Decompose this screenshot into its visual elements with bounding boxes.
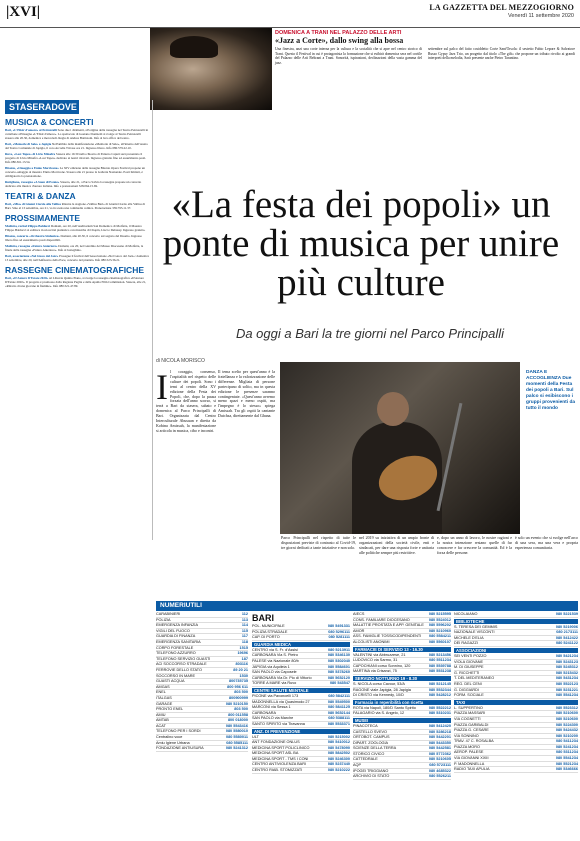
number-value: 080 5431234 [555, 676, 578, 681]
number-row [252, 681, 350, 687]
photo-caption: DANZA E ACCOGLIENZA Due momenti della Festa dei popoli a Bari. Sul palco si esibiscono i gruppi provenienti da tutto il mondo [526, 370, 576, 411]
number-value: 080 5531238 [428, 669, 451, 674]
listing-text: Prosegue il festival dell'Associazione «Nel Gioco del Jazz»: domenica 13 settembre, alle 20, nell'Anfiteatro della Pace, concerto del pianista. Info 080.523.36.21. [5, 254, 149, 262]
number-label: GUASTI ACQUA [156, 679, 185, 684]
number-label: TRAV. 47 C. ROSALBA [454, 739, 494, 744]
number-label: PIAZZA G. CESARE [454, 728, 489, 733]
number-value: 080 5442581 [428, 746, 451, 751]
number-value: 080 5524012 [428, 617, 451, 622]
number-label: AMGAS [156, 684, 170, 689]
number-value: 080 5541234 [555, 693, 578, 698]
number-value: 800 956 611 [227, 684, 248, 689]
number-label: SAN PAOLO via Marche [252, 716, 294, 721]
musician-portrait-photo [150, 28, 272, 110]
number-label: FERROVIE DELLO STATO [156, 667, 202, 672]
number-label: Amiu Igiene Urbana [156, 740, 190, 745]
number-value: 800900999 [228, 695, 248, 700]
number-label: P. MADONNELLA [454, 761, 485, 766]
number-value: 080 5560107 [428, 639, 451, 644]
number-row [353, 640, 451, 646]
number-label: ASS. FAMIGLIE TOSSICODIPENDENTI [353, 634, 422, 639]
number-value: 118 [241, 639, 248, 644]
number-label: CORPO FORESTALE [156, 645, 194, 650]
listing-item [5, 244, 150, 252]
listing-item [5, 224, 150, 232]
number-label: CARBONARA Via Dr. Pio di Vittorio [252, 675, 312, 680]
number-value: 080 5521234 [555, 761, 578, 766]
section-title-cinema: RASSEGNE CINEMATOGRAFICHE [5, 265, 145, 275]
number-value: 080 5215002 [327, 734, 350, 739]
number-label: MALATTIE PROSTATA E APP. GENITALE [353, 623, 424, 628]
number-label: IPOGEI TRIGGIANO [353, 768, 389, 773]
number-label: MARTINA via Crisanzi, 75 [353, 669, 397, 674]
article-column-4 [359, 536, 434, 596]
number-value: 89 20 21 [233, 667, 248, 672]
article-text: Parco Principalli nel rispetto di tutte le disposizioni previste di contrasto al Covid-19, tre giorni dedicati a tante iniziative e non solo. [281, 536, 356, 550]
number-label: CARBONARA [252, 710, 277, 715]
number-row [353, 774, 451, 780]
number-value: 080 5491331 [327, 624, 350, 628]
number-value: 080 5596202 [428, 623, 451, 628]
article-column-2 [218, 370, 275, 592]
number-value: 080 5585111 [226, 740, 248, 745]
number-label: PALESE via Nazionale 80/b [252, 658, 299, 663]
byline: di NICOLA MORISCO [156, 358, 205, 364]
number-label: POLIZIA [156, 617, 171, 622]
number-value: 080 4685322 [428, 768, 451, 773]
number-row [454, 693, 578, 699]
listing-item [5, 180, 150, 188]
number-value: 803 500 [234, 707, 248, 712]
number-label: MEDICINA SPORT POLICLINICO [252, 745, 310, 750]
page-header [0, 0, 580, 28]
number-label: PICONE via Pavoncelli 173 [252, 693, 299, 698]
top-article-kicker: DOMENICA A TRANI NEL PALAZZO DELLE ARTI [275, 30, 402, 36]
number-value: 080 5580011 [226, 735, 248, 740]
number-value: 080 5522123 [555, 681, 578, 686]
number-label: VALENTINI via Abbruzzese, 21 [353, 652, 406, 657]
number-label: TELEFONO SERVIZIO GUASTI [156, 656, 211, 661]
number-value: 080 5302040 [327, 658, 350, 663]
number-label: CENTRO RIAB. STOMIZZATI [252, 768, 303, 773]
number-value: 080 5241234 [555, 744, 578, 749]
number-value: 080 5296111 [328, 629, 350, 634]
number-value: 080 5221539 [555, 612, 578, 616]
number-value: 080 5241312 [225, 746, 248, 751]
number-row [252, 635, 350, 641]
number-value: 080 5210600 [555, 711, 578, 716]
number-label: MARCONI via Sessa 1 [252, 705, 291, 710]
number-label: G. RICCHETTI [454, 670, 480, 675]
listing-item [5, 142, 150, 150]
sidebar-listings [5, 100, 150, 836]
number-label: DI CRISTO via Kennedy, 10/D [353, 693, 404, 698]
numbers-subheading: GUARDIA MEDICA [252, 642, 350, 647]
number-value: 115 [241, 628, 248, 633]
issue-date: Venerdì 11 settembre 2020 [508, 13, 574, 19]
number-row [156, 746, 248, 752]
number-value: 080 5310231 [428, 711, 451, 716]
listing-text: Domani, ore 20, nel Giardino del Museo Diocesano di Molfetta, la finale della rassegna «Futuro Anteriore». Info al botteghino. [5, 244, 144, 252]
listing-title: Molfetta, recital Filippo Balducci [5, 224, 51, 228]
number-label: RAGONE viale Japigia, 28 Japigia [353, 687, 411, 692]
number-label: FORM. SOCIALE [454, 693, 484, 698]
number-value: 080 5410012 [327, 740, 350, 745]
number-value: 080 5421234 [555, 653, 578, 658]
number-label: S. NICOLA corso Cavour, 53/A [353, 681, 405, 686]
number-label: TELEFONO AZZURRO [156, 651, 196, 656]
listing-item [5, 202, 150, 210]
numbers-subheading: ASSOCIAZIONI [454, 648, 578, 653]
listing-text: Domani, ore 20, nell'Auditorium San Domenico di Molfetta, il Maestro Filippo Balducci si esibisce in un recital pianistico con musiche di Chopin, Liszt e Debussy. Ingresso gratuito. [5, 224, 146, 232]
number-value: 080 5584601 [327, 664, 350, 669]
listing-title: Bitonto, concerto «Orchestra Sinfonica» [5, 234, 60, 238]
listing-item [5, 166, 150, 178]
number-value: 080 5245312 [555, 665, 578, 670]
number-label: S. TERESA DEI GEMMIS [454, 624, 498, 629]
number-label: CARABINIERI [156, 612, 181, 616]
number-label: VIGILI DEL FUOCO [156, 628, 190, 633]
number-label: PIAZZA MORO [454, 744, 480, 749]
number-row [252, 768, 350, 774]
number-value: 080 5219006 [555, 624, 578, 629]
number-value: 080 5580010 [225, 729, 248, 734]
numbers-subheading: Farmacia in reperibilità con ricetta [353, 700, 451, 705]
number-label: DIPART. ZOOLOGIA [353, 740, 389, 745]
number-label: ANT FONDAZIONE ONLUS [252, 740, 300, 745]
number-value: 803116 [235, 662, 248, 667]
number-label: MADONNELLA via Quasimodo 27 [252, 699, 310, 704]
bari-numbers-list [252, 612, 350, 834]
number-label: ULT [252, 734, 259, 739]
number-label: GARAGE [156, 701, 173, 706]
number-label: L. SUPPERTINO [454, 705, 483, 710]
numbers-subheading: ANZ. DI PREVENZIONE [252, 729, 350, 734]
number-label: FALAGARIO via S. Angelo, 12 [353, 711, 405, 716]
number-label: ACI SOCCORSO STRADALE [156, 662, 207, 667]
article-text: nel 2019 su iniziativa di un ampio fronte di organizzazioni della società civile, enti e sindacati, per dare una risposta forte e unitaria alle politiche sempre più restrittive. [359, 536, 434, 555]
useful-numbers-header: NUMERIUTILI [156, 601, 578, 611]
number-value: 080 5543416 [225, 723, 248, 728]
top-article-col1: Una finestra, anzi una corte interna per la cultura e la socialità che si apre nel centro storico di Trani. Questo il Festival in cui è protagonista la formazione che si esibirà domenica sera nel cortile del Palazzo delle Arti Beltrani a Trani. Sonorità, ispirazioni, declinazioni della vasta gamma del jazz. [275, 47, 422, 65]
article-text: è solo un evento che si svolge nell'arco di una sera, ma una vera e propria esperienza comunitaria. [515, 536, 578, 550]
listing-text: Sono due i dirimenti, all'origine della rassegna nel Teatro Petruzzelli in cartellone all'insegna «L'Elisir d'amore». Lo spettacolo di Gaetano Donizetti si svolge al Teatro Petruzzelli stasera alle 20.30, domenica e mercoledì. Regia di Andrea Battistoni. Info al box office del teatro. [5, 128, 149, 140]
number-value: 080 5241122 [556, 641, 578, 646]
number-value: 080 5311234 [556, 750, 578, 755]
number-label: AQP [353, 763, 362, 768]
listing-text: Ritorna la stagione «Vallisa Bari» di Gianni Ciardo alla Vallisa di Bari. Sino al 13 settembre, ore 21, va in scena una commedia comica. Prenotazione 339.795.11.37. [5, 202, 146, 210]
bari-title: BARI [252, 613, 274, 623]
number-value: 080 5224300 [555, 722, 578, 727]
number-label: STORICO CIVICO [353, 751, 385, 756]
number-label: REG. DEL CENI [454, 681, 482, 686]
number-value: 080 5723111 [429, 763, 451, 768]
number-value: 080 5428212 [428, 693, 451, 698]
article-column-1 [156, 370, 216, 592]
number-label: SAN PAOLO via Caposele [252, 670, 297, 675]
number-value: 080 5213456 [428, 652, 451, 657]
listing-text: Al Libreria Quinto Piano, si svolge la rassegna cinematografica «D'Autore D'Estate 2020». Il progetto è promosso dalla Regione Puglia e dalla Apulia Film Commission. Stasera, alle 21, «Ritratto di una giovane in fiamme». Info 080.521.47.89. [5, 276, 147, 288]
number-value: 080 5215432 [555, 670, 578, 675]
number-label: EMERGENZA SANITARIA [156, 639, 201, 644]
number-value: 080 5523312 [555, 705, 578, 710]
listing-item [5, 254, 150, 262]
number-value: 080 5533371 [327, 721, 350, 726]
listing-item [5, 234, 150, 242]
number-value: 080 5842111 [328, 693, 350, 698]
number-label: EMERGENZA INFANZIA [156, 623, 198, 628]
number-label: NICOLAIANO [454, 612, 478, 616]
number-value: 080 5532344 [428, 687, 451, 692]
number-label: JAPIGIA via Aquileia 1 [252, 664, 290, 669]
number-label: CENTRO ANTIVIOLENZA BARI [252, 762, 307, 767]
number-value: 080 5522212 [428, 705, 451, 710]
number-label: DEI RAGAZZI [454, 641, 478, 646]
number-label: CAPOCHIANI corso Sonnino, 120 [353, 663, 411, 668]
article-column-5 [437, 536, 512, 596]
numbers-subheading: SERVIZIO NOTTURNO 19 - 8.30 [353, 676, 451, 681]
number-value: 080 5237440 [327, 762, 350, 767]
number-value: 080 5772362 [428, 751, 451, 756]
listing-text: Stasera alle 19.30 nella chiostro di Palazzo Caputi sarà presentato il progetto di Livio Minafra «Lost Tapes» dedicato ai nastri ritrovati. Ingresso gratuito fino ad esaurimento posti. Info 080.361.13.54. [5, 152, 147, 164]
number-value: 080 5652120 [327, 675, 350, 680]
number-value: 080 5841125 [328, 705, 350, 710]
number-label: ALCOLISTI ANONIMI [353, 639, 390, 644]
number-label: SOCCORSO IN MARE [156, 673, 196, 678]
number-label: NAZIONALE VISCONTI [454, 630, 495, 635]
number-value: 080 5478090 [327, 745, 350, 750]
bari-numbers-list-3 [454, 612, 578, 834]
drop-cap: I [156, 370, 168, 407]
number-row [252, 722, 350, 728]
number-value: 080 5210960 [428, 628, 451, 633]
number-value: 080 5412420 [428, 723, 451, 728]
number-label: ARCHIVIO DI STATO [353, 774, 390, 779]
number-value: 080 5231221 [555, 687, 578, 692]
top-article-col2: settembre sul palco del fatto cosiddetto Corte Sant'Orsola: il sestetto Fabio Lepore & Salvatore Russo Gypsy Jazz Trio, un progetto dal titolo «The gift» che propone un tributo rivolto ai grandi interpreti della melodia, Sarà presente anche Pietro Tarantino. [428, 47, 575, 60]
number-value: 080 5210605 [428, 757, 451, 762]
number-label: M. DI GIUSEPPE [454, 665, 484, 670]
number-row [353, 693, 451, 699]
section-title-music: MUSICA & CONCERTI [5, 117, 94, 127]
newspaper-name: LA GAZZETTA DEL MEZZOGIORNO [429, 3, 574, 12]
number-value: 113 [241, 617, 248, 622]
number-value: 1515 [239, 645, 248, 650]
number-label: CARBONARA Via S. Pietro [252, 653, 298, 658]
number-value: 080 5346130 [327, 653, 350, 658]
numbers-subheading: MUSEI [353, 718, 451, 723]
number-row [454, 641, 578, 647]
listing-title: Bari, «Memorie di Sale» a Japigia [5, 142, 52, 146]
number-value: 080 5388111 [328, 716, 350, 721]
number-value: 803 500 [234, 690, 248, 695]
number-value: 080 5281111 [328, 635, 350, 640]
number-label: VIOLA GIOVANE [454, 659, 484, 664]
listing-text: Nell'ambito della manifestazione «Memorie di Sale», all'interno dell'Arena del Teatro Comunale di Japigia, il coro Arcadia Tricase ore 21. Ingresso libero. Info 080.579.22.10. [5, 142, 148, 150]
number-label: SEI VENTI POZZO [454, 653, 487, 658]
number-label: SCIENZE DELLA TERRA [353, 746, 397, 751]
number-label: TELEFONO PER I SORDI [156, 729, 201, 734]
number-value: 080 5411234 [556, 739, 578, 744]
numbers-subheading: FARMACIE DI SERVIZIO 13 - 16.30 [353, 647, 451, 652]
listing-text: Domani, alle 20.30, il concerto sul sagrato del Duomo. Ingresso libero fino ad esaurimento posti disponibili. [5, 234, 142, 242]
number-value: 080 5210600 [555, 716, 578, 721]
top-article-subhead: «Jazz a Corte», dallo swing alla bossa [275, 36, 404, 45]
listing-item [5, 276, 150, 288]
number-value: 080 5378260 [327, 670, 350, 675]
main-headline: «La festa dei popoli» un ponte di musica per unire più culture [162, 183, 560, 304]
number-value: 080 5210150 [225, 701, 248, 706]
number-value: 080 5443350 [428, 740, 451, 745]
number-row [454, 612, 578, 618]
number-label: ACAT [156, 723, 166, 728]
number-label: VIA COGNETTI [454, 716, 481, 721]
number-value: 080 5213911 [328, 647, 350, 652]
number-row [353, 711, 451, 717]
number-value: 080 5412422 [555, 635, 578, 640]
number-label: G. DIGGIARDI [454, 687, 479, 692]
number-row [353, 669, 451, 675]
article-text: Il tema scelto per quest'anno è la fratellanza e la valorizzazione delle differenze. Migliaia di persone partecipano di solito, ma in questa edizione le presenze saranno contingentate. «Quest'anno avremo meno spazi e meno ospiti, ma l'impegno è lo stesso» spiega Amissah. Tra gli ospiti la cantante Dutchsa, direttamente dal Ghana. [218, 370, 275, 419]
number-label: PIAZZA GARIBALDI [454, 722, 489, 727]
number-value: 080 5511234 [429, 658, 451, 663]
listing-title: Bari, «Mia» di Gianni Ciardo alla Vallisa [5, 202, 61, 206]
number-label: SANTO SPIRITO via Tiravanna [252, 721, 305, 726]
article-text: l coraggio, consenso, l'ospitalità nel rispetto delle culture dei popoli. Sono i temi al centro della XV edizione della Festa dei Popoli, che, dopo la pausa forzata dell'anno scorso, si terrà a Bari da stasera, sabato e domenica al Parco Principalli di Bari. Organizzata dal Centro Interculturale Abusuan e diretta da Kobina Amissah, la manifestazione si articola in musica, cibo e incontri. [156, 370, 216, 433]
number-label: AEROP. PALESE [454, 750, 484, 755]
column-divider [152, 100, 153, 540]
number-label: T. DEL MEDITERANEO [454, 676, 495, 681]
number-value: 114 [241, 623, 248, 628]
number-value: 080 5246300 [327, 756, 350, 761]
number-value: 112 [241, 612, 248, 616]
article-column-6 [515, 536, 578, 596]
numbers-subheading: BIBLIOTECHE [454, 619, 578, 624]
number-value: 080 2173111 [556, 630, 578, 635]
listing-title: Bari, «L'Elisir d'amore» al Petruzzelli [5, 128, 57, 132]
number-value: 117 [241, 634, 248, 639]
listing-title: Molfetta, rassegna «Futuro Anteriore» [5, 244, 58, 248]
number-row [454, 767, 578, 773]
number-value: 080 5549500 [327, 699, 350, 704]
number-value: 080 5210222 [327, 768, 350, 773]
number-value: 080 5346666 [555, 767, 578, 772]
number-label: AMTAB [156, 718, 169, 723]
number-value: 800 018000 [227, 718, 248, 723]
number-label: PINACOTECA [353, 723, 378, 728]
listing-text: La XIV edizione della rassegna Bitonto Opera Festival propone un concerto-omaggio al maestro Ennio Morricone. Stasera alle 21 presso la Galleria Nazionale. Posti limitati, è obbligatoria la prenotazione. [5, 166, 145, 178]
number-value: 080 5215595 [428, 612, 451, 616]
number-label: LUDOVICO via Sarmo, 31 [353, 658, 398, 663]
number-label: MEDICINA SPORT ASL BA [252, 751, 299, 756]
guitarist-performance-photo [280, 362, 520, 534]
section-tag: STASERADOVE [5, 100, 79, 114]
number-label: CONS. FAMILIARE DIOCESANO [353, 617, 410, 622]
general-numbers-list [156, 612, 248, 834]
number-value: 187 [241, 656, 248, 661]
listing-title: Bitonto, «Omaggio a Ennio Morricone» [5, 166, 59, 170]
number-value: 800735735 [228, 679, 248, 684]
number-label: ORTOBOT. CAMPUS [353, 735, 390, 740]
number-label: VIA SONNINO [454, 733, 479, 738]
number-label: CATTEDRALE [353, 757, 378, 762]
number-label: VIA GIOVANNI XXIII [454, 756, 489, 761]
number-value: 080 5652144 [327, 710, 350, 715]
listing-title: Bari, «D'Autore D'Estate 2020» [5, 276, 49, 280]
number-label: MEDICINA SPORT - TMS I CONI [252, 756, 309, 761]
number-label: CENTRO via S. Fr. d'Assisi [252, 647, 298, 652]
number-label: RADIO TAXI APULIA [454, 767, 490, 772]
number-value: 080 5212145 [428, 681, 451, 686]
number-label: Centralino voce [156, 735, 183, 740]
page-number: |XVI| [6, 4, 41, 20]
number-value: 080 543547 [329, 681, 350, 686]
number-label: CASTELLO SVEVO [353, 729, 387, 734]
number-label: PRONTO ENEL [156, 707, 184, 712]
listing-title: Rutigliano, rassegna «A Suon di Estate» [5, 180, 60, 184]
section-title-theatre: TEATRI & DANZA [5, 191, 76, 201]
number-value: 19696 [237, 651, 248, 656]
number-label: MICHELE D'ELIA [454, 635, 484, 640]
listing-item [5, 152, 150, 164]
number-value: 080 5243123 [555, 659, 578, 664]
number-value: 080 5210200 [555, 733, 578, 738]
numbers-subheading: CENTRI SALUTE MENTALE [252, 688, 350, 693]
number-label: POLIZIA STRADALE [252, 629, 288, 634]
article-text: e, dopo un anno di lavoro, le nostre ragioni e la nostra intenzione restano quelle di far conoscere e far crescere la comunità. Ed è la forza delle persone. [437, 536, 512, 555]
standfirst: Da oggi a Bari la tre giorni nel Parco Principalli [235, 326, 505, 341]
number-value: 080 5584211 [429, 634, 451, 639]
number-value: 080 5842502 [327, 751, 350, 756]
number-value: 080 5286218 [428, 729, 451, 734]
listing-title: Ruvo, «Lost Tapes» di Livio Minafra [5, 152, 56, 156]
number-label: POL. MUNICIPALE [252, 624, 285, 628]
number-label: ROTA via Napoli, 180/D Santo Spirito [353, 705, 416, 710]
section-title-upcoming: PROSSIMAMENTE [5, 213, 81, 223]
number-value: 080 5424432 [555, 728, 578, 733]
number-value: 080 5526211 [429, 774, 451, 779]
number-value: 080 5442201 [428, 735, 451, 740]
number-label: PIAZZA MASSARI [454, 711, 486, 716]
number-label: AMIU [156, 712, 166, 717]
numbers-subheading: TAXI [454, 700, 578, 705]
number-value: 1530 [239, 673, 248, 678]
number-value: 080 5541234 [555, 756, 578, 761]
number-label: ITALGAS [156, 695, 172, 700]
number-label: AIECS [353, 612, 365, 616]
number-label: TORRE A MARE via Ruvo [252, 681, 297, 686]
number-label: ENEL [156, 690, 166, 695]
number-label: FONDAZIONE ANTIUSURA [156, 746, 204, 751]
number-label: CAP. DI PORTO [252, 635, 280, 640]
bari-numbers-list-2 [353, 612, 451, 834]
number-label: GUARDIA DI FINANZA [156, 634, 196, 639]
listing-item [5, 128, 150, 140]
number-value: 080 5539788 [428, 663, 451, 668]
top-article [275, 30, 575, 110]
listing-text: Stasera, alle 21, a Parco Salvia la rassegna propone un concerto dedicato alla musica d'autore italiana. Info e prenotazioni 328.064.15.69. [5, 180, 142, 188]
listing-title: Bari, associazione «Nel Gioco del Jazz» [5, 254, 59, 258]
article-column-3 [281, 536, 356, 596]
number-label: AMOR [353, 628, 365, 633]
number-value: 800 011558 [228, 712, 248, 717]
